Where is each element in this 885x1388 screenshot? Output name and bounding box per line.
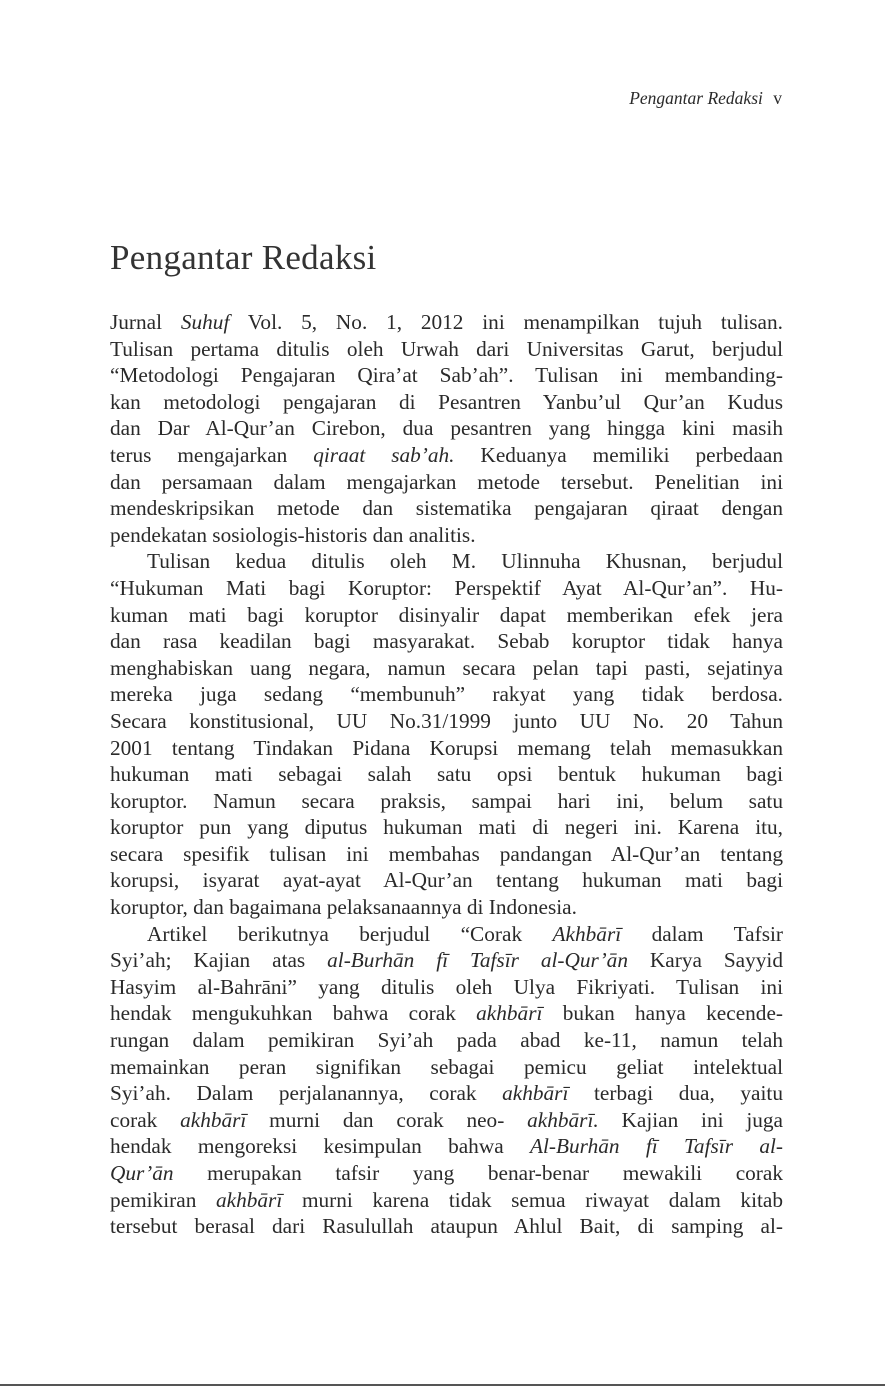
text-line <box>110 921 783 948</box>
text-segment: terus mengajarkan <box>110 442 314 467</box>
body-text <box>110 309 783 1240</box>
italic-text: Suhuf <box>180 310 230 334</box>
text-segment: Hasyim al-Bahrāni” yang ditulis oleh Ulya Fikriyati. Tulisan ini <box>110 974 783 999</box>
text-segment: dan Dar Al-Qur’an Cirebon, dua pesantren yang hingga kini masih <box>110 416 783 441</box>
text-segment: Syi’ah. Dalam perjalanannya, corak <box>110 1081 503 1106</box>
italic-text: akhbārī <box>180 1107 247 1132</box>
text-line <box>110 389 783 416</box>
italic-text: akhbārī. <box>527 1107 599 1132</box>
text-line <box>110 974 783 1001</box>
text-segment: menghabiskan uang negara, namun secara pelan tapi pasti, sejatinya <box>110 655 783 680</box>
text-segment: Syi’ah; Kajian atas <box>110 948 328 973</box>
text-segment: “Metodologi Pengajaran Qira’at Sab’ah”. Tulisan ini membanding- <box>110 363 783 388</box>
text-segment: murni dan corak neo- <box>246 1107 528 1132</box>
paragraph <box>110 548 783 920</box>
italic-text: qiraat sab’ah. <box>313 442 455 467</box>
text-segment: hukuman mati sebagai salah satu opsi bentuk hukuman bagi <box>110 762 783 787</box>
text-line <box>110 841 783 868</box>
text-line <box>110 681 783 708</box>
text-segment: pemikiran <box>110 1187 217 1212</box>
italic-text: Akhbārī <box>552 921 622 946</box>
text-segment: kan metodologi pengajaran di Pesantren Yanbu’ul Qur’an Kudus <box>110 389 783 414</box>
text-line <box>110 1027 783 1054</box>
text-line <box>110 1054 783 1081</box>
text-line <box>110 1107 783 1134</box>
text-line <box>110 1080 783 1107</box>
text-line <box>110 708 783 735</box>
text-line <box>110 655 783 682</box>
text-segment: 2001 tentang Tindakan Pidana Korupsi memang telah memasukkan <box>110 735 783 760</box>
text-segment: secara spesifik tulisan ini membahas pandangan Al-Qur’an tentang <box>110 841 783 866</box>
text-segment: Vol. 5, No. 1, 2012 ini menampilkan tujuh tulisan. <box>229 310 783 334</box>
page-number: v <box>773 88 782 108</box>
text-line <box>110 1133 783 1160</box>
text-line <box>110 947 783 974</box>
page-title: Pengantar Redaksi <box>110 238 377 277</box>
text-segment: bukan hanya kecende- <box>542 1001 783 1026</box>
text-segment: “Hukuman Mati bagi Koruptor: Perspektif Ayat Al-Qur’an”. Hu- <box>110 575 783 600</box>
text-segment: kuman mati bagi koruptor disinyalir dapat memberikan efek jera <box>110 602 783 627</box>
text-line <box>110 362 783 389</box>
text-segment: Artikel berikutnya berjudul “Corak <box>147 921 553 946</box>
text-segment: dan persamaan dalam mengajarkan metode tersebut. Penelitian ini <box>110 469 783 494</box>
text-segment: pendekatan sosiologis-historis dan analitis. <box>110 522 476 547</box>
text-segment: terbagi dua, yaitu <box>568 1081 783 1106</box>
paragraph <box>110 309 783 548</box>
text-line <box>110 735 783 762</box>
text-line <box>110 867 783 894</box>
text-segment: corak <box>110 1107 181 1132</box>
text-line <box>110 336 783 363</box>
text-line <box>110 442 783 469</box>
text-line <box>110 602 783 629</box>
italic-text: Al-Burhān fī Tafsīr al- <box>530 1134 783 1159</box>
text-segment: Keduanya memiliki perbedaan <box>454 442 783 467</box>
text-segment: rungan dalam pemikiran Syi’ah pada abad ke-11, namun telah <box>110 1028 783 1053</box>
text-line <box>110 814 783 841</box>
text-segment: merupakan tafsir yang benar-benar mewakili corak <box>173 1161 783 1185</box>
italic-text: akhbārī <box>476 1001 543 1026</box>
text-segment: memainkan peran signifikan sebagai pemicu geliat intelektual <box>110 1054 783 1079</box>
text-segment: hendak mengukuhkan bahwa corak <box>110 1001 477 1026</box>
text-segment: Kajian ini juga <box>598 1107 783 1132</box>
text-line <box>110 469 783 496</box>
text-segment: koruptor pun yang diputus hukuman mati di negeri ini. Karena itu, <box>110 815 783 840</box>
text-segment: Jurnal <box>110 310 181 334</box>
text-line <box>110 1187 783 1214</box>
text-segment: korupsi, isyarat ayat-ayat Al-Qur’an tentang hukuman mati bagi <box>110 868 783 893</box>
text-segment: Karya Sayyid <box>627 948 783 973</box>
italic-text: akhbārī <box>502 1081 569 1106</box>
italic-text: akhbārī <box>216 1187 283 1212</box>
text-line <box>110 894 783 921</box>
running-title: Pengantar Redaksi <box>629 88 763 108</box>
text-segment: Tulisan pertama ditulis oleh Urwah dari Universitas Garut, berjudul <box>110 336 783 361</box>
text-segment: murni karena tidak semua riwayat dalam kitab <box>282 1187 784 1212</box>
text-segment: tersebut berasal dari Rasulullah ataupun Ahlul Bait, di samping al- <box>110 1214 783 1239</box>
text-line <box>110 1160 783 1187</box>
text-line <box>110 1213 783 1240</box>
text-line <box>110 548 783 575</box>
text-segment: Tulisan kedua ditulis oleh M. Ulinnuha Khusnan, berjudul <box>147 549 783 574</box>
text-segment: dan rasa keadilan bagi masyarakat. Sebab koruptor tidak hanya <box>110 629 783 654</box>
text-line <box>110 522 783 549</box>
text-line <box>110 628 783 655</box>
text-line <box>110 1000 783 1027</box>
scan-edge <box>0 1384 885 1386</box>
italic-text: al-Burhān fī Tafsīr al-Qur’ān <box>327 948 628 973</box>
running-header <box>629 88 782 109</box>
paragraph <box>110 921 783 1240</box>
text-line <box>110 415 783 442</box>
text-line <box>110 575 783 602</box>
text-segment: koruptor, dan bagaimana pelaksanaannya di Indonesia. <box>110 895 577 920</box>
text-line <box>110 788 783 815</box>
text-segment: hendak mengoreksi kesimpulan bahwa <box>110 1134 530 1159</box>
italic-text: Qur’ān <box>110 1161 174 1185</box>
text-segment: dalam Tafsir <box>621 921 783 946</box>
text-line <box>110 495 783 522</box>
text-line <box>110 309 783 336</box>
text-segment: koruptor. Namun secara praksis, sampai hari ini, belum satu <box>110 788 783 813</box>
text-segment: Secara konstitusional, UU No.31/1999 junto UU No. 20 Tahun <box>110 708 783 733</box>
text-segment: mereka juga sedang “membunuh” rakyat yang tidak berdosa. <box>110 682 783 707</box>
text-line <box>110 761 783 788</box>
text-segment: mendeskripsikan metode dan sistematika pengajaran qiraat dengan <box>110 496 783 521</box>
